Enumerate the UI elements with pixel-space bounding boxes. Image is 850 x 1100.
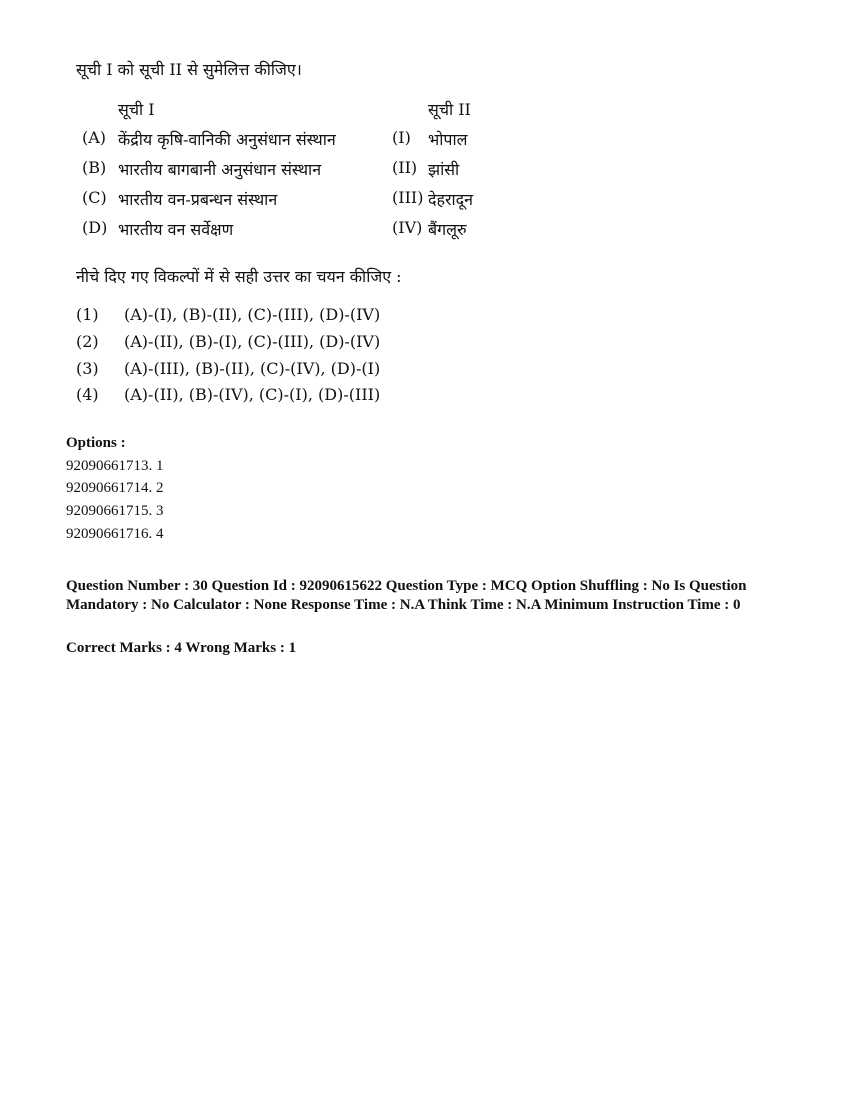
choice-number: (2) — [76, 332, 99, 351]
left-text: भारतीय वन सर्वेक्षण — [118, 220, 234, 239]
question-marks: Correct Marks : 4 Wrong Marks : 1 — [66, 640, 297, 656]
left-label: (B) — [82, 158, 107, 177]
choice-text: (A)-(I), (B)-(II), (C)-(III), (D)-(IV) — [124, 305, 381, 324]
left-text: भारतीय वन-प्रबन्धन संस्थान — [118, 190, 278, 209]
right-text: भोपाल — [428, 130, 468, 149]
right-label: (I) — [392, 128, 411, 147]
right-text: झांसी — [428, 160, 460, 179]
answer-choice — [0, 305, 850, 329]
choice-text: (A)-(II), (B)-(I), (C)-(III), (D)-(IV) — [124, 332, 381, 351]
right-label: (II) — [392, 158, 418, 177]
choice-number: (1) — [76, 305, 99, 324]
answer-choice — [0, 385, 850, 409]
match-row — [0, 218, 850, 242]
choice-text: (A)-(II), (B)-(IV), (C)-(I), (D)-(III) — [124, 385, 381, 404]
right-label: (III) — [392, 188, 424, 207]
match-row — [0, 188, 850, 212]
choice-number: (4) — [76, 385, 99, 404]
option-id: 92090661715. 3 — [66, 503, 164, 519]
question-prompt: सूची I को सूची II से सुमेलित्त कीजिए। — [76, 60, 302, 79]
option-id: 92090661713. 1 — [66, 458, 164, 474]
match-row — [0, 128, 850, 152]
choice-text: (A)-(III), (B)-(II), (C)-(IV), (D)-(I) — [124, 359, 381, 378]
choice-number: (3) — [76, 359, 99, 378]
left-label: (C) — [82, 188, 107, 207]
list2-heading: सूची II — [428, 100, 471, 119]
right-text: बैंगलूरु — [428, 220, 467, 239]
answer-choice — [0, 332, 850, 356]
list1-heading: सूची I — [118, 100, 155, 119]
answer-choice — [0, 359, 850, 383]
options-label: Options : — [66, 435, 126, 451]
left-label: (A) — [82, 128, 107, 147]
choice-instruction: नीचे दिए गए विकल्पों में से सही उत्तर का चयन कीजिए : — [76, 267, 402, 286]
match-row — [0, 158, 850, 182]
left-text: भारतीय बागबानी अनुसंधान संस्थान — [118, 160, 322, 179]
option-id: 92090661716. 4 — [66, 526, 164, 542]
left-label: (D) — [82, 218, 108, 237]
question-meta: Question Number : 30 Question Id : 92090615622 Question Type : MCQ Option Shuffling : No Is Question Mandatory : No Calculator : None Response Time : N.A Think Time : N.A Minimum Instruction Time : 0 — [66, 578, 747, 613]
right-text: देहरादून — [428, 190, 474, 209]
left-text: केंद्रीय कृषि-वानिकी अनुसंधान संस्थान — [118, 130, 336, 149]
option-id: 92090661714. 2 — [66, 480, 164, 496]
right-label: (IV) — [392, 218, 423, 237]
